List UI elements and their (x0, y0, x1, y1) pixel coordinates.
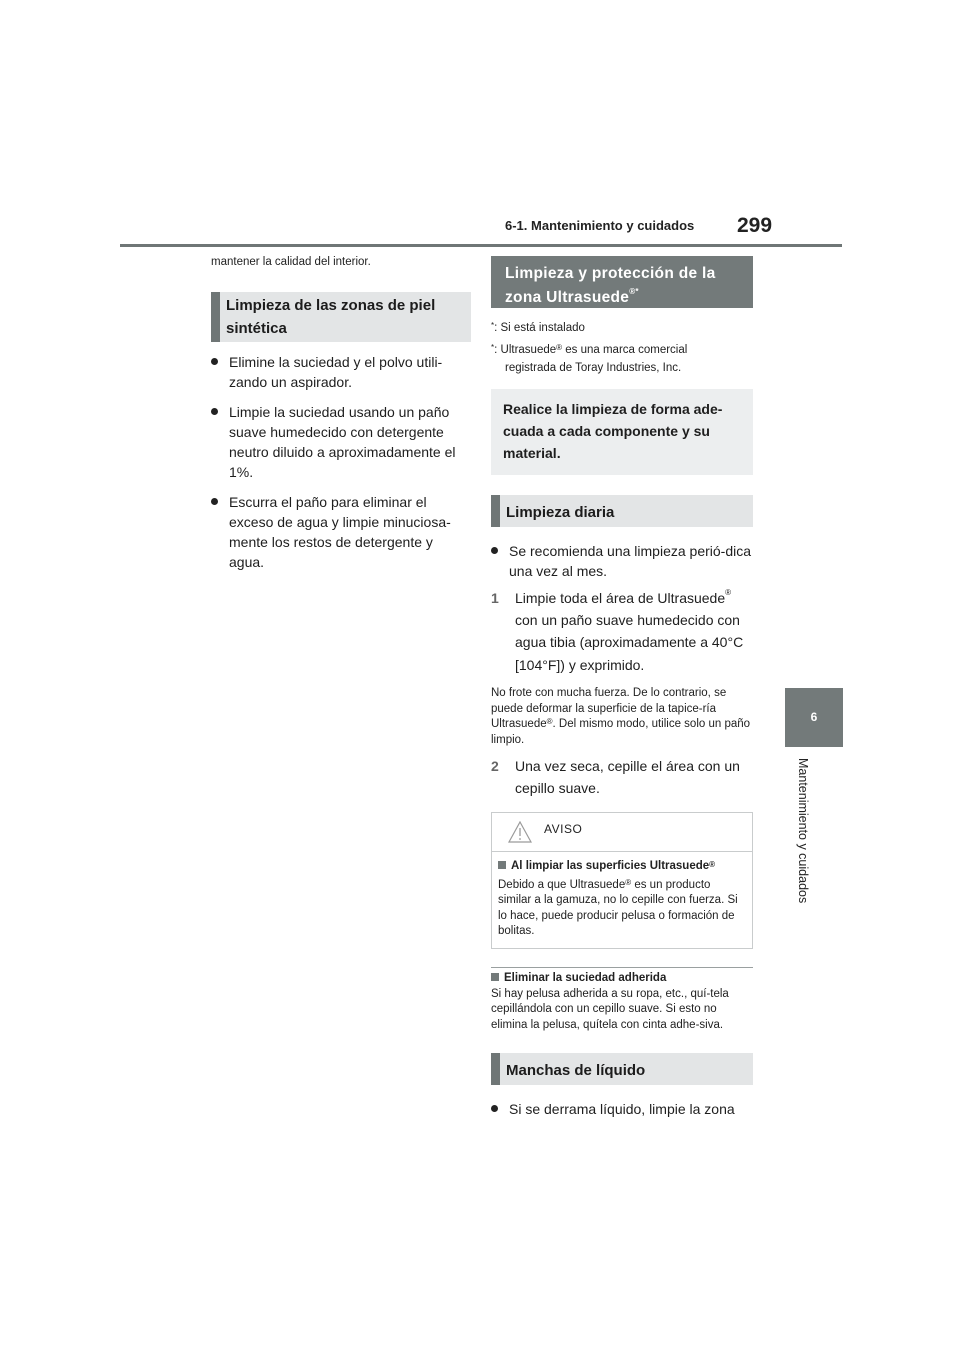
heading-liquid-stains-text: Manchas de líquido (506, 1062, 646, 1080)
intro-text: mantener la calidad del interior. (211, 256, 371, 268)
warning-header (492, 813, 752, 852)
heading-liquid-stains (491, 1053, 753, 1085)
bullet-dot-icon (211, 358, 218, 365)
step-2: 2 Una vez seca, cepille el área con un cepillo suave. (491, 758, 740, 796)
list-item (491, 541, 753, 581)
heading-ultrasuede (491, 256, 753, 308)
right-column (491, 256, 753, 1119)
warning-triangle-icon (508, 821, 532, 848)
list-item (491, 1099, 753, 1119)
chapter-label: Mantenimiento y cuidados (796, 758, 810, 904)
bullet-dot-icon (211, 498, 218, 505)
instruction-box: Realice la limpieza de forma ade-cuada a cada componente y su material. (491, 389, 753, 474)
step-number: 1 (491, 589, 499, 606)
step-1: 1 Limpie toda el área de Ultrasuede® con un paño suave humedecido con agua tibia (aproximadamente a 40°C [104°F]) y exprimido. (491, 587, 744, 673)
heading-synthetic-leather (211, 292, 471, 342)
list-item-text: Escurra el paño para eliminar el exceso de agua y limpie minuciosa-mente los restos de detergente y agua. (229, 494, 451, 571)
warning-body (492, 852, 752, 948)
subsection-title: Eliminar la suciedad adherida (491, 972, 753, 984)
list-item (211, 402, 471, 482)
footnote-installed: *: Si está instalado (491, 321, 585, 334)
warning-subheading: Al limpiar las superficies Ultrasuede® (498, 860, 746, 872)
bullet-dot-icon (491, 1105, 498, 1112)
warning-title: AVISO (544, 821, 583, 836)
section-title: 6-1. Mantenimiento y cuidados (505, 218, 695, 233)
warning-text: Debido a que Ultrasuede® es un producto similar a la gamuza, no lo cepille con fuerza. Si lo hace, puede producir pelusa o formación de bolitas. (498, 877, 738, 938)
heading-ultrasuede-text: Limpieza y protección de la zona Ultrasuede (505, 265, 716, 307)
square-marker-icon (498, 861, 506, 869)
footnote-trademark: *: Ultrasuede® es una marca comercial registrada de Toray Industries, Inc. (491, 342, 688, 374)
bullet-dot-icon (211, 408, 218, 415)
chapter-tab: 6 (785, 688, 843, 747)
list-item (211, 352, 471, 392)
section-divider (491, 967, 753, 968)
subsection-text: Si hay pelusa adherida a su ropa, etc., quí-tela cepillándola con un cepillo suave. Si esto no elimina la pelusa, quítela con cinta adhe-siva. (491, 987, 729, 1031)
heading-synthetic-leather-text: Limpieza de las zonas de piel sintética (226, 297, 436, 338)
list-item-text: Limpie la suciedad usando un paño suave humedecido con detergente neutro diluido a aproximadamente el 1%. (229, 404, 456, 481)
step-1-note: No frote con mucha fuerza. De lo contrario, se puede deformar la superficie de la tapice-ría Ultrasuede®. Del mismo modo, utilice solo un paño limpio. (491, 687, 751, 746)
left-column (211, 256, 471, 572)
bullet-dot-icon (491, 547, 498, 554)
heading-daily-cleaning (491, 495, 753, 527)
step-number: 2 (491, 758, 499, 775)
list-item-text: Se recomienda una limpieza perió-dica una vez al mes. (509, 542, 752, 579)
warning-box (491, 812, 753, 949)
page-number: 299 (737, 214, 773, 237)
list-item (211, 492, 471, 572)
heading-daily-cleaning-text: Limpieza diaria (506, 503, 615, 521)
square-marker-icon (491, 973, 499, 981)
heading-ultrasuede-sup: ®* (629, 287, 639, 297)
list-item-text: Elimine la suciedad y el polvo utili-zando un aspirador. (229, 354, 443, 391)
list-item-text: Si se derrama líquido, limpie la zona (509, 1101, 735, 1118)
header-rule (120, 244, 842, 247)
